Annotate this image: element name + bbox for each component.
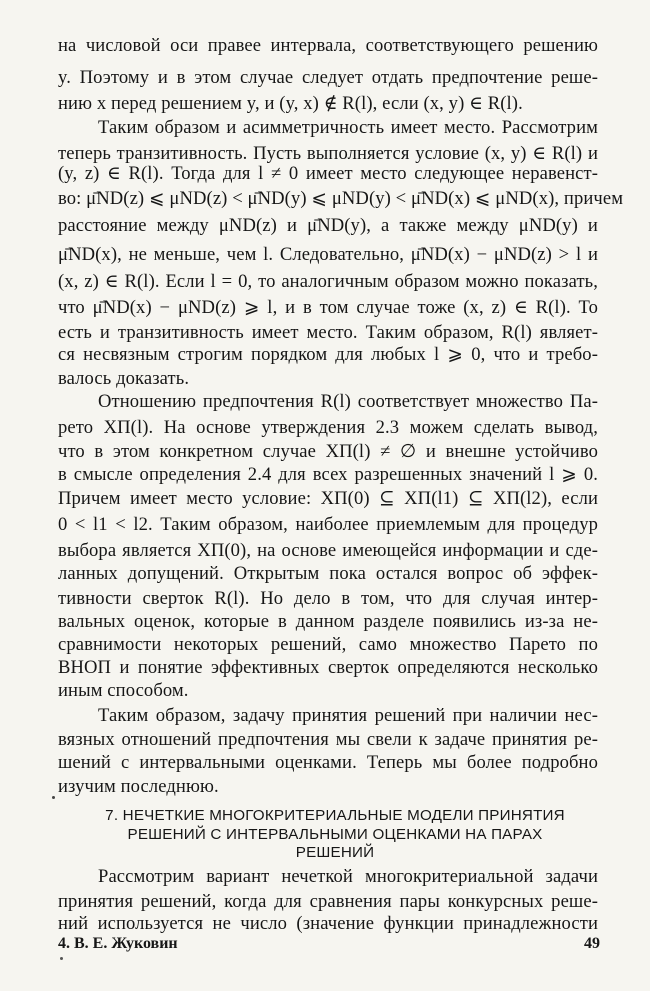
page-number: 49	[584, 935, 600, 952]
text-line: y. Поэтому и в этом случае следует отдать предпочтение реше-	[58, 67, 598, 88]
text-line: (x, z) ∈ R(l). Если l = 0, то аналогичным образом можно показать,	[58, 271, 598, 292]
text-line: Таким образом и асимметричность имеет место. Рассмотрим	[98, 117, 598, 138]
text-line: μ̄ND(x), не меньше, чем l. Следовательно, μ̄ND(x) − μND(z) > l и	[58, 244, 598, 265]
signature-mark: 4. В. Е. Жуковин	[58, 935, 178, 952]
text-line: теперь транзитивность. Пусть выполняется условие (x, y) ∈ R(l) и	[58, 143, 598, 164]
text-line: (y, z) ∈ R(l). Тогда для l ≠ 0 имеет место следующее неравенст-	[58, 163, 598, 184]
section-heading: 7. НЕЧЕТКИЕ МНОГОКРИТЕРИАЛЬНЫЕ МОДЕЛИ ПРИНЯТИЯ	[105, 807, 565, 824]
text-line: ний используется не число (значение функции принадлежности	[58, 913, 598, 934]
section-heading: РЕШЕНИЙ	[295, 844, 375, 861]
text-line: вальных оценок, которые в данном разделе появились из-за не-	[58, 611, 598, 632]
text-line: на числовой оси правее интервала, соответствующего решению	[58, 35, 598, 56]
text-line: Таким образом, задачу принятия решений при наличии нес-	[98, 705, 598, 726]
text-line: вязных отношений предпочтения мы свели к задаче принятия ре-	[58, 729, 598, 750]
text-line: Причем имеет место условие: XП(0) ⊆ XП(l1) ⊆ XП(l2), если	[58, 488, 598, 509]
section-heading: РЕШЕНИЙ С ИНТЕРВАЛЬНЫМИ ОЦЕНКАМИ НА ПАРАХ	[127, 826, 543, 843]
text-line: ВНОП и понятие эффективных сверток определяются несколько	[58, 657, 598, 678]
text-line: изучим последнюю.	[58, 776, 219, 797]
text-line: рето XП(l). На основе утверждения 2.3 можем сделать вывод,	[58, 417, 598, 438]
text-line: сравнимости некоторых решений, само множество Парето по	[58, 634, 598, 655]
text-line: в смысле определения 2.4 для всех разрешенных значений l ⩾ 0.	[58, 464, 598, 485]
text-line: валось доказать.	[58, 368, 190, 389]
text-line: ланных допущений. Открытым пока остался вопрос об эффек-	[58, 563, 598, 584]
text-line: во: μ̄ND(z) ⩽ μND(z) < μ̄ND(y) ⩽ μND(y) < μ̄ND(x) ⩽ μND(x), причем	[58, 188, 624, 209]
scan-speck	[52, 796, 55, 799]
text-line: тивности сверток R(l). Но дело в том, что для случая интер-	[58, 588, 598, 609]
text-line: Рассмотрим вариант нечеткой многокритериальной задачи	[98, 866, 598, 887]
text-line: 0 < l1 < l2. Таким образом, наиболее приемлемым для процедур	[58, 514, 598, 535]
text-line: нию x перед решением y, и (y, x) ∉ R(l), если (x, y) ∈ R(l).	[58, 93, 523, 114]
text-line: шений с интервальными оценками. Теперь мы более подробно	[58, 752, 598, 773]
text-line: что в этом конкретном случае XП(l) ≠ ∅ и внешне устойчиво	[58, 441, 598, 462]
text-line: есть и транзитивность имеет место. Таким образом, R(l) являет-	[58, 322, 598, 343]
text-line: выбора является XП(0), на основе имеющейся информации и сде-	[58, 540, 598, 561]
text-line: иным способом.	[58, 680, 189, 701]
text-line: что μ̄ND(x) − μND(z) ⩾ l, и в том случае тоже (x, z) ∈ R(l). То	[58, 297, 598, 318]
text-line: Отношению предпочтения R(l) соответствует множество Па-	[98, 391, 598, 412]
text-line: принятия решений, когда для сравнения пары конкурсных реше-	[58, 891, 598, 912]
text-line: расстояние между μND(z) и μ̄ND(y), а также между μND(y) и	[58, 215, 598, 236]
scan-speck	[60, 957, 63, 960]
text-line: ся несвязным строгим порядком для любых l ⩾ 0, что и требо-	[58, 344, 598, 365]
